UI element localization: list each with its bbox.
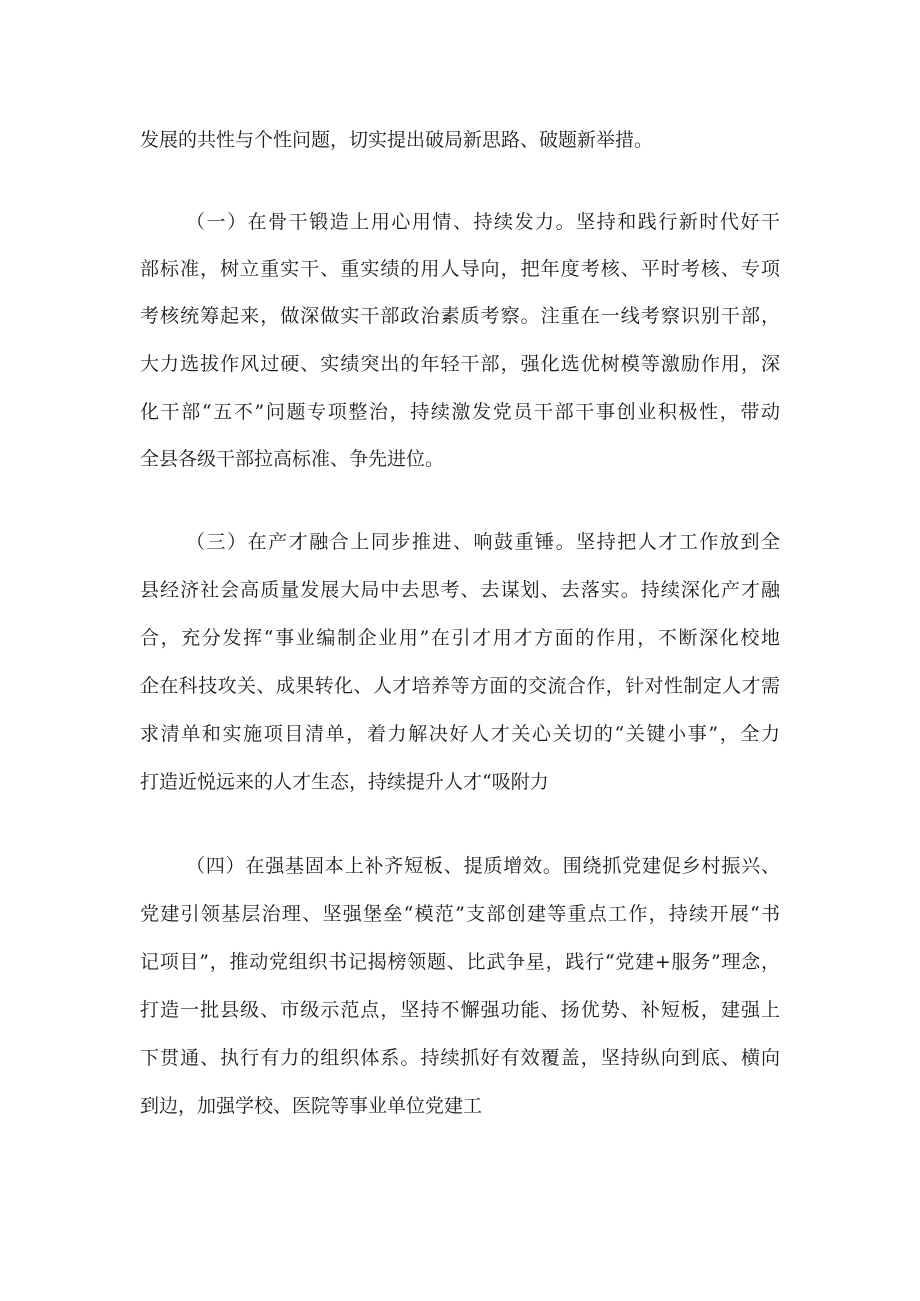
paragraph-1-line-2: 部标准，树立重实干、重实绩的用人导向，把年度考核、平时考核、专项	[140, 258, 780, 280]
paragraph-2-line-1: （三）在产才融合上同步推进、响鼓重锤。坚持把人才工作放到全	[186, 531, 780, 553]
paragraph-2-line-6: 打造近悦远来的人才生态，持续提升人才“吸附力	[140, 771, 549, 793]
paragraph-3-line-5: 下贯通、执行有力的组织体系。持续抓好有效覆盖，坚持纵向到底、横向	[140, 1047, 780, 1069]
paragraph-3-line-1: （四）在强基固本上补齐短板、提质增效。围绕抓党建促乡村振兴、	[186, 855, 780, 877]
paragraph-2-line-4: 企在科技攻关、成果转化、人才培养等方面的交流合作，针对性制定人才需	[140, 675, 780, 697]
paragraph-1-line-3: 考核统筹起来，做深做实干部政治素质考察。注重在一线考察识别干部，	[140, 305, 780, 327]
paragraph-3-line-4: 打造一批县级、市级示范点，坚持不懈强功能、扬优势、补短板，建强上	[140, 999, 780, 1021]
paragraph-1-line-6: 全县各级干部拉高标准、争先进位。	[140, 448, 445, 470]
paragraph-0-line-1: 发展的共性与个性问题，切实提出破局新思路、破题新举措。	[140, 129, 654, 151]
paragraph-1-line-4: 大力选拔作风过硬、实绩突出的年轻干部，强化选优树模等激励作用，深	[140, 353, 780, 375]
paragraph-3-line-2: 党建引领基层治理、坚强堡垒“模范”支部创建等重点工作，持续开展“书	[140, 903, 780, 925]
paragraph-1-line-1: （一）在骨干锻造上用心用情、持续发力。坚持和践行新时代好干	[186, 211, 780, 233]
paragraph-2-line-5: 求清单和实施项目清单，着力解决好人才关心关切的“关键小事”，全力	[140, 723, 780, 745]
paragraph-2-line-2: 县经济社会高质量发展大局中去思考、去谋划、去落实。持续深化产才融	[140, 579, 780, 601]
paragraph-3-line-6: 到边，加强学校、医院等事业单位党建工	[140, 1095, 483, 1117]
paragraph-3-line-3: 记项目”，推动党组织书记揭榜领题、比武争星，践行“党建+服务”理念，	[140, 951, 780, 973]
paragraph-1-line-5: 化干部“五不”问题专项整治，持续激发党员干部干事创业积极性，带动	[140, 401, 780, 423]
paragraph-2-line-3: 合，充分发挥“事业编制企业用”在引才用才方面的作用，不断深化校地	[140, 627, 780, 649]
